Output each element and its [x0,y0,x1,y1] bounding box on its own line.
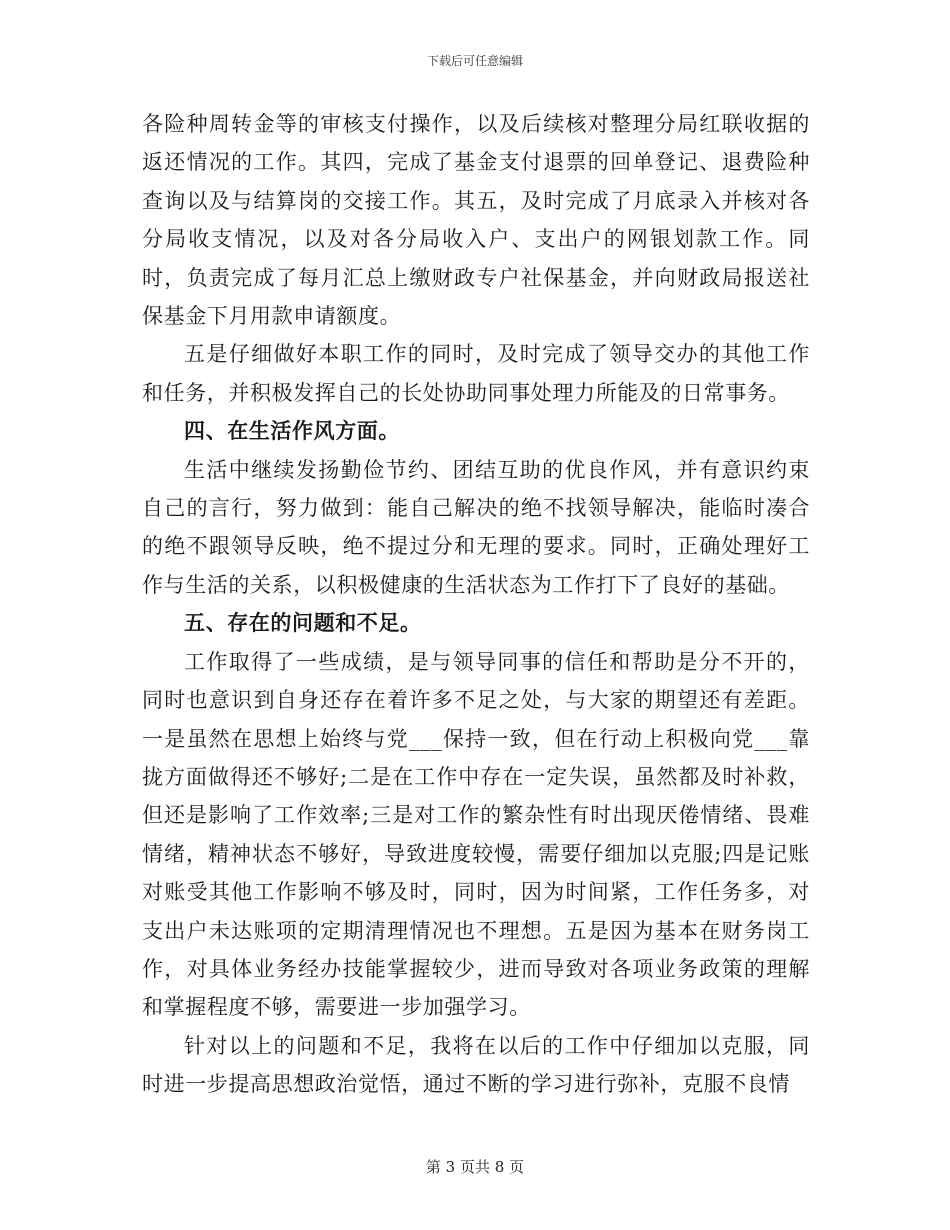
page-footer: 第 3 页共 8 页 [425,1158,525,1176]
paragraph-continued: 各险种周转金等的审核支付操作，以及后续核对整理分局红联收据的返还情况的工作。其四，完成了基金支付退票的回单登记、退费险种查询以及与结算岗的交接工作。其五，及时完成了月底录入并核对各分局收支情况，以及对各分局收入户、支出户的网银划款工作。同时，负责完成了每月汇总上缴财政专户社保基金，并向财政局报送社保基金下月用款申请额度。 [142,112,810,329]
paragraph-lifestyle: 生活中继续发扬勤俭节约、团结互助的优良作风，并有意识约束自己的言行，努力做到：能自己解决的绝不找领导解决，能临时凑合的绝不跟领导反映，绝不提过分和无理的要求。同时，正确处理好工作与生活的关系，以积极健康的生活状态为工作打下了良好的基础。 [142,457,810,597]
section-heading-lifestyle: 四、在生活作风方面。 [184,418,400,444]
document-body [142,105,810,1104]
paragraph-problems: 工作取得了一些成绩，是与领导同事的信任和帮助是分不开的，同时也意识到自身还存在着许多不足之处，与大家的期望还有差距。一是虽然在思想上始终与党___保持一致，但在行动上积极向党___靠拢方面做得还不够好;二是在工作中存在一定失误，虽然都及时补救，但还是影响了工作效率;三是对工作的繁杂性有时出现厌倦情绪、畏难情绪，精神状态不够好，导致进度较慢，需要仔细加以克服;四是记账对账受其他工作影响不够及时，同时，因为时间紧，工作任务多，对支出户未达账项的定期清理情况也不理想。五是因为基本在财务岗工作，对具体业务经办技能掌握较少，进而导致对各项业务政策的理解和掌握程度不够，需要进一步加强学习。 [142,649,810,1020]
paragraph-fifth-item: 五是仔细做好本职工作的同时，及时完成了领导交办的其他工作和任务，并积极发挥自己的长处协助同事处理力所能及的日常事务。 [142,342,810,405]
page-header: 下载后可任意编辑 [426,54,523,68]
paragraph-improvement: 针对以上的问题和不足，我将在以后的工作中仔细加以克服，同时进一步提高思想政治觉悟，通过不断的学习进行弥补，克服不良情 [142,1033,810,1097]
section-heading-problems: 五、存在的问题和不足。 [184,610,422,636]
